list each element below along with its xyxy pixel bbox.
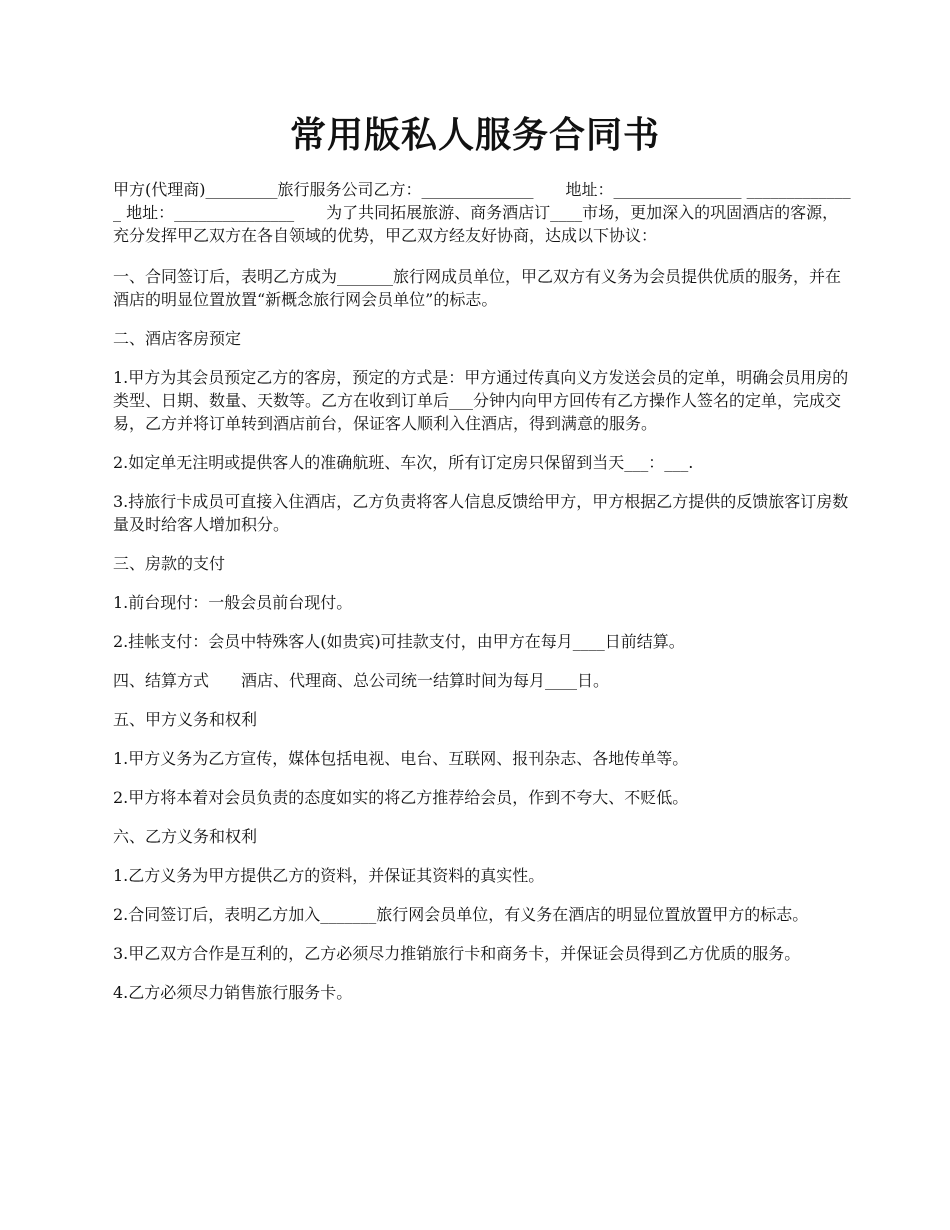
paragraph-2-2: 2.如定单无注明或提供客人的准确航班、车次，所有订定房只保留到当天___：___.	[113, 453, 694, 472]
paragraph-3-2: 2.挂帐支付：会员中特殊客人(如贵宾)可挂款支付，由甲方在每月____日前结算。	[113, 632, 685, 651]
paragraph-2-1: 1.甲方为其会员预定乙方的客房，预定的方式是：甲方通过传真向义方发送会员的定单，明确会员用房的类型、日期、数量、天数等。乙方在收到订单后___分钟内向甲方回传有乙方操作人签名的定单，完成交易，乙方并将订单转到酒店前台，保证客人顺利入住酒店，得到满意的服务。	[113, 368, 849, 433]
heading-section-4: 四、结算方式 酒店、代理商、总公司统一结算时间为每月____日。	[113, 671, 610, 690]
paragraph-6-2: 2.合同签订后，表明乙方加入_______旅行网会员单位，有义务在酒店的明显位置放置甲方的标志。	[113, 905, 809, 924]
document-title: 常用版私人服务合同书	[289, 114, 660, 156]
paragraph-5-1: 1.甲方义务为乙方宣传，媒体包括电视、电台、互联网、报刊杂志、各地传单等。	[113, 749, 689, 768]
paragraph-parties-intro: 甲方(代理商)_________旅行服务公司乙方：______________ 地址：________________ ______________ 地址：_______________ 为了共同拓展旅游、商务酒店订____市场，更加深入的巩固酒店的客源，充分发挥甲乙双方在各自领域的优势，甲乙双方经友好协商，达成以下协议：	[113, 180, 851, 245]
heading-section-2: 二、酒店客房预定	[113, 329, 242, 348]
paragraph-2-3: 3.持旅行卡成员可直接入住酒店，乙方负责将客人信息反馈给甲方，甲方根据乙方提供的反馈旅客订房数量及时给客人增加积分。	[113, 492, 849, 534]
paragraph-3-1: 1.前台现付：一般会员前台现付。	[113, 593, 353, 612]
heading-section-5: 五、甲方义务和权利	[113, 710, 258, 729]
paragraph-6-4: 4.乙方必须尽力销售旅行服务卡。	[113, 983, 353, 1002]
heading-section-3: 三、房款的支付	[113, 554, 226, 573]
paragraph-6-1: 1.乙方义务为甲方提供乙方的资料，并保证其资料的真实性。	[113, 866, 545, 885]
document-body	[113, 178, 853, 1020]
paragraph-6-3: 3.甲乙双方合作是互利的，乙方必须尽力推销旅行卡和商务卡，并保证会员得到乙方优质的服务。	[113, 944, 801, 963]
paragraph-section-1: 一、合同签订后，表明乙方成为_______旅行网成员单位，甲乙双方有义务为会员提供优质的服务，并在酒店的明显位置放置“新概念旅行网会员单位”的标志。	[113, 267, 842, 309]
heading-section-6: 六、乙方义务和权利	[113, 827, 258, 846]
paragraph-5-2: 2.甲方将本着对会员负责的态度如实的将乙方推荐给会员，作到不夸大、不贬低。	[113, 788, 689, 807]
